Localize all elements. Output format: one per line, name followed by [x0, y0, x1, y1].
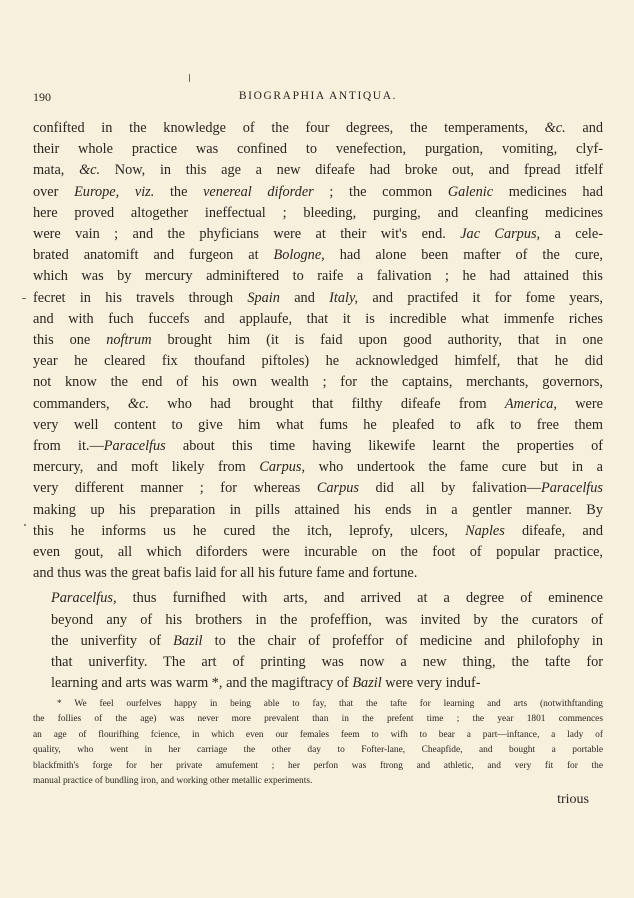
text-run: very well content to give him what fums he pleafed to afk to free them: [33, 416, 603, 433]
text-line: [33, 457, 603, 478]
text-run: which was by mercury adminiftered to raife a falivation ; he had attained this: [33, 268, 603, 285]
text-line: [33, 436, 603, 457]
text-line: [33, 728, 603, 743]
paragraph: [33, 588, 603, 694]
text-run: * We feel ourfelves happy in being able to fay, that the tafte for learning and arts (notwithftanding: [57, 699, 603, 709]
body-text: [33, 118, 603, 694]
italic-run: Bazil: [173, 632, 203, 649]
text-run: and practifed it for fome years,: [358, 289, 604, 306]
text-run: from it.—: [33, 438, 104, 455]
text-run: were: [556, 395, 604, 412]
text-run: who undertook the fame cure but in a: [305, 459, 603, 476]
text-line: [33, 139, 603, 160]
text-line: [33, 351, 603, 372]
text-line: [33, 266, 603, 287]
text-run: the univerfity of: [51, 632, 174, 649]
footnote: [33, 697, 603, 789]
text-run: ; the common: [313, 183, 448, 200]
italic-run: Paracelfus: [541, 480, 603, 497]
text-line: [33, 610, 603, 631]
text-line: [33, 712, 603, 727]
text-run: and thus was the great bafis laid for all his future fame and fortune.: [33, 565, 418, 582]
text-line: [33, 478, 603, 499]
running-header: [33, 90, 603, 106]
text-run: even gout, all which diforders were incurable on the foot of popular practice,: [33, 544, 603, 561]
text-run: quality, who went in her carriage the other day to Fofter-lane, Cheapfide, and bought a portable: [33, 745, 603, 756]
text-run: their whole practice was confined to venefection, purgation, vomiting, clyf-: [33, 141, 603, 158]
text-run: here proved altogether ineffectual ; bleeding, purging, and cleanfing medicines: [33, 204, 603, 221]
text-run: were vain ; and the phyficians were at their wit's end.: [33, 226, 461, 243]
text-line: [33, 759, 603, 774]
text-line: [33, 774, 603, 789]
text-line: [33, 542, 603, 563]
text-run: mercury, and moft likely from: [33, 459, 260, 476]
text-run: medicines had: [493, 183, 603, 200]
text-run: blackfmith's forge for her private amufement ; her perfon was ftrong and athletic, and very fit for the: [33, 760, 603, 771]
text-run: did all by falivation—: [358, 480, 542, 497]
text-run: learning and arts was warm *, and the magiftracy of: [51, 675, 353, 692]
text-run: an age of flourifhing fcience, in which even our females feem to wifh to bear a part—inftance, a lady of: [33, 729, 603, 740]
text-line: [33, 224, 603, 245]
italic-run: &c.: [79, 162, 101, 179]
italic-run: Carpus: [316, 480, 359, 497]
italic-run: Galenic: [447, 183, 494, 200]
text-run: year he cleared fix thoufand piftoles) he acknowledged himfelf, that he did: [33, 353, 603, 370]
text-run: beyond any of his brothers in the profeffion, was invited by the curators of: [51, 611, 603, 628]
text-run: brated anatomift and furgeon at: [33, 247, 274, 264]
italic-run: Jac Carpus,: [460, 226, 541, 243]
text-line: [33, 521, 603, 542]
text-run: over: [33, 183, 75, 200]
italic-run: Italy,: [329, 289, 359, 306]
text-run: thus furnifhed with arts, and arrived at a degree of eminence: [116, 590, 603, 607]
text-run: the: [154, 183, 204, 200]
text-run: not know the end of his own wealth ; for the captains, merchants, governors,: [33, 374, 603, 391]
text-line: [33, 415, 603, 436]
text-line: [33, 500, 603, 521]
text-run: and with fuch fuccefs and applaufe, that it is incredible what immenfe riches: [33, 310, 603, 327]
italic-run: Bologne,: [273, 247, 325, 264]
text-line: [33, 697, 603, 712]
text-run: commanders,: [33, 395, 128, 412]
text-run: difeafe, and: [504, 522, 604, 539]
text-run: had alone been mafter of the cure,: [324, 247, 604, 264]
catchword: trious: [557, 792, 589, 807]
italic-run: Paracelfus: [103, 438, 166, 455]
text-line: [33, 673, 603, 694]
italic-run: Europe, viz.: [74, 183, 155, 200]
italic-run: noftrum: [106, 332, 152, 349]
text-line: [33, 182, 603, 203]
italic-run: Paracelfus,: [51, 590, 117, 607]
text-run: about this time having likewife learnt the properties of: [165, 438, 604, 455]
text-run: making up his preparation in pills attained his ends in a gentler manner. By: [33, 501, 603, 518]
print-speck: [24, 524, 26, 526]
text-line: [33, 118, 603, 139]
text-run: brought him (it is faid upon good authority, that in one: [151, 332, 603, 349]
text-line: [33, 245, 603, 266]
italic-run: America,: [504, 395, 557, 412]
text-run: Now, in this age a new difeafe had broke out, and fpread itfelf: [100, 162, 604, 179]
text-run: mata,: [33, 162, 80, 179]
italic-run: &c.: [127, 395, 149, 412]
italic-run: Naples: [465, 522, 505, 539]
text-line: [33, 652, 603, 673]
text-line: [33, 588, 603, 609]
text-run: this one: [33, 332, 107, 349]
text-run: the follies of the age) was never more prevalent than in the prefent time ; the year 1801 commences: [33, 714, 603, 725]
paragraph: [33, 118, 603, 584]
text-line: [33, 288, 603, 309]
text-line: [33, 563, 603, 584]
print-speck: [189, 74, 190, 82]
italic-run: venereal diforder: [203, 183, 314, 200]
text-line: [33, 394, 603, 415]
text-line: [33, 309, 603, 330]
text-run: very different manner ; for whereas: [33, 480, 317, 497]
text-run: a cele-: [540, 226, 604, 243]
italic-run: Bazil: [352, 675, 382, 692]
italic-run: Carpus,: [259, 459, 306, 476]
text-line: [33, 330, 603, 351]
italic-run: Spain: [247, 289, 280, 306]
text-run: were very induf-: [381, 675, 481, 692]
italic-run: &c.: [544, 120, 566, 136]
text-run: who had brought that filthy difeafe from: [148, 395, 505, 412]
print-speck: [22, 298, 26, 299]
text-line: [33, 372, 603, 393]
text-line: [33, 743, 603, 758]
text-run: that univerfity. The art of printing was now a new thing, the tafte for: [51, 654, 603, 671]
text-run: this he informs us he cured the itch, leprofy, ulcers,: [33, 522, 466, 539]
running-title: BIOGRAPHIA ANTIQUA.: [238, 90, 398, 102]
text-line: [33, 160, 603, 181]
text-run: fecret in his travels through: [33, 289, 248, 306]
text-run: confifted in the knowledge of the four degrees, the temperaments,: [33, 120, 545, 136]
text-run: and: [279, 289, 330, 306]
text-run: manual practice of bundling iron, and working other metallic experiments.: [33, 776, 313, 787]
text-run: and: [565, 120, 604, 136]
text-line: [33, 203, 603, 224]
page-number: 190: [33, 90, 51, 104]
text-line: [33, 631, 603, 652]
text-run: to the chair of profeffor of medicine and philofophy in: [202, 632, 604, 649]
